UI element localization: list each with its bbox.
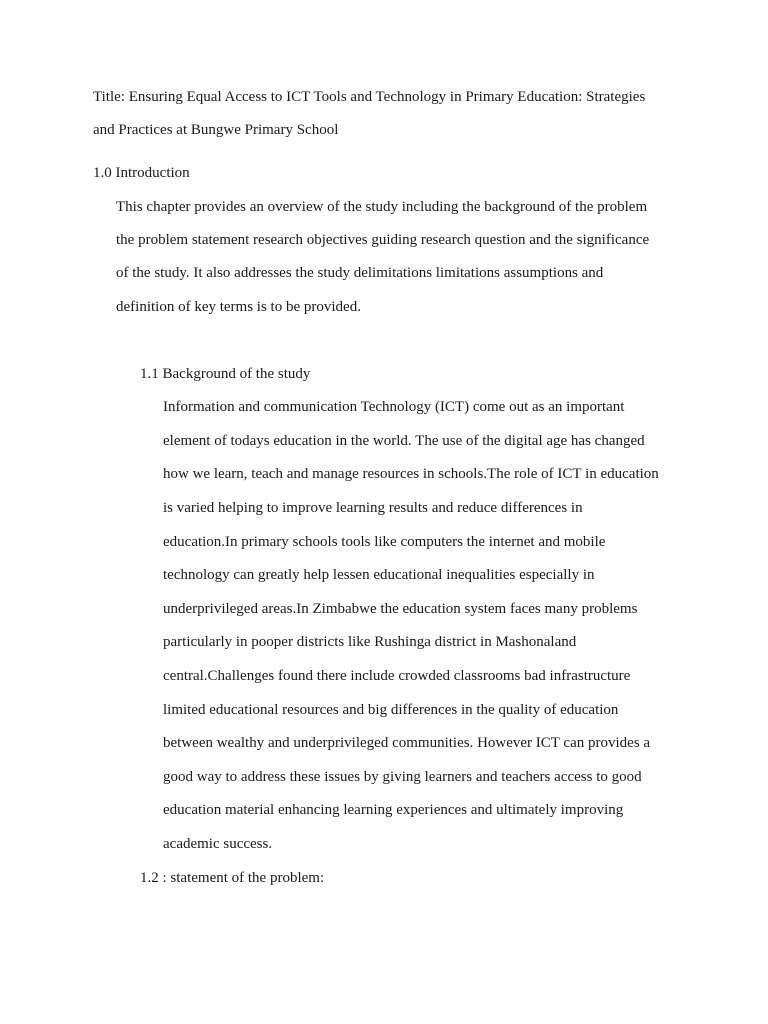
background-line: between wealthy and underprivileged communities. However ICT can provides a: [163, 735, 651, 751]
introduction-line: the problem statement research objectives guiding research question and the significance: [116, 232, 650, 248]
document-title-line-1: Title: Ensuring Equal Access to ICT Tools and Technology in Primary Education: Strategies: [93, 89, 646, 105]
background-line: limited educational resources and big differences in the quality of education: [163, 702, 619, 718]
background-line: Information and communication Technology (ICT) come out as an important: [163, 399, 625, 415]
background-line: technology can greatly help lessen educational inequalities especially in: [163, 567, 595, 583]
background-line: particularly in pooper districts like Rushinga district in Mashonaland: [163, 634, 577, 650]
document-title-line-2: and Practices at Bungwe Primary School: [93, 122, 339, 138]
problem-statement-heading: 1.2 : statement of the problem:: [140, 870, 325, 886]
introduction-heading: 1.0 Introduction: [93, 165, 190, 181]
introduction-line: of the study. It also addresses the study delimitations limitations assumptions and: [116, 265, 604, 281]
background-line: academic success.: [163, 836, 273, 852]
background-line: is varied helping to improve learning results and reduce differences in: [163, 500, 583, 516]
background-heading: 1.1 Background of the study: [140, 366, 311, 382]
background-line: education material enhancing learning experiences and ultimately improving: [163, 802, 624, 818]
background-line: education.In primary schools tools like computers the internet and mobile: [163, 534, 606, 550]
background-line: how we learn, teach and manage resources in schools.The role of ICT in education: [163, 466, 659, 482]
background-line: good way to address these issues by giving learners and teachers access to good: [163, 769, 642, 785]
background-line: element of todays education in the world. The use of the digital age has changed: [163, 433, 645, 449]
background-line: central.Challenges found there include crowded classrooms bad infrastructure: [163, 668, 631, 684]
background-line: underprivileged areas.In Zimbabwe the education system faces many problems: [163, 601, 638, 617]
introduction-line: definition of key terms is to be provided.: [116, 299, 361, 315]
introduction-line: This chapter provides an overview of the study including the background of the problem: [116, 199, 648, 215]
